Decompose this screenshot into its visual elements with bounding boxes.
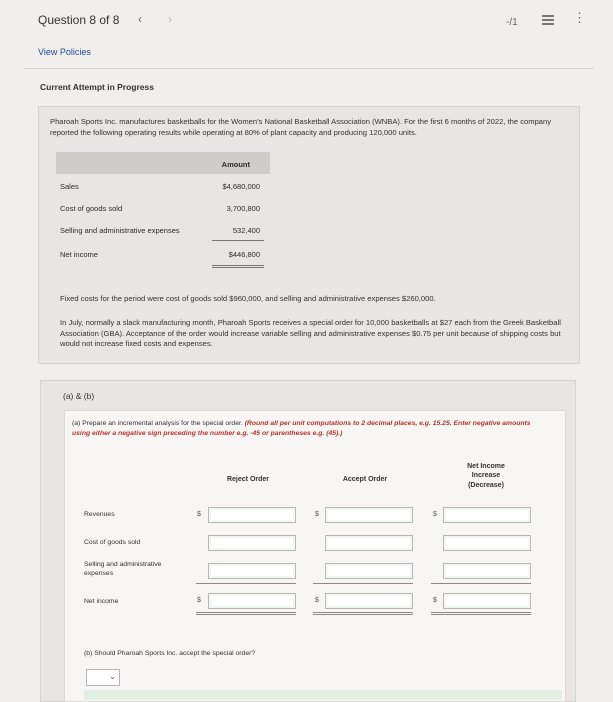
total-rule (196, 612, 296, 613)
total-double-rule (196, 614, 296, 615)
cogs-net-input[interactable] (443, 535, 531, 551)
sga-reject-input[interactable] (208, 563, 296, 579)
view-policies-link[interactable]: View Policies (38, 47, 91, 57)
row-label: Cost of goods sold (60, 204, 123, 213)
row-label: Sales (60, 182, 79, 191)
net-income-header-line3: (Decrease) (468, 481, 504, 489)
table-row-net-income (56, 244, 270, 264)
accept-order-header: Accept Order (342, 476, 388, 483)
next-section-strip (84, 690, 562, 700)
total-double-rule (431, 614, 531, 615)
total-double-rule (212, 267, 264, 268)
divider (24, 68, 594, 69)
answer-panel (64, 410, 566, 702)
total-rule (212, 265, 264, 266)
subtotal-rule (196, 583, 296, 584)
score-display: -/1 (506, 17, 518, 28)
total-rule (313, 612, 413, 613)
sga-accept-input[interactable] (325, 563, 413, 579)
net-income-header-line2: Increase (471, 472, 501, 480)
fixed-costs-text: Fixed costs for the period were cost of goods sold $960,000, and selling and administrative expenses $260,000. (60, 294, 436, 303)
table-row-sga (56, 220, 270, 240)
part-b-question: (b) Should Pharoah Sports Inc. accept the special order? (84, 650, 256, 657)
net-income-label: Net income (84, 598, 119, 605)
currency-symbol: $ (433, 511, 437, 518)
subtotal-rule (212, 240, 264, 241)
row-value: 532,400 (232, 226, 260, 235)
row-value: 3,700,800 (226, 204, 260, 213)
sga-net-input[interactable] (443, 563, 531, 579)
net-income-accept-input[interactable] (325, 593, 413, 609)
row-label: Selling and administrative expenses (60, 226, 180, 235)
revenues-reject-input[interactable] (208, 507, 296, 523)
cogs-accept-input[interactable] (325, 535, 413, 551)
revenues-label: Revenues (84, 511, 115, 518)
row-value: $4,680,000 (222, 182, 260, 191)
currency-symbol: $ (197, 511, 201, 518)
cogs-label: Cost of goods sold (84, 539, 141, 546)
total-double-rule (313, 614, 413, 615)
question-title: Question 8 of 8 (38, 13, 120, 27)
accept-order-select[interactable] (86, 669, 120, 686)
problem-intro: Pharoah Sports Inc. manufactures basketballs for the Women's National Basketball Association (WNBA). For the first 6 months of 2022, the company reported the following operating results while operating at 80% of plant capacity and producing 120,000 units. (50, 117, 552, 137)
reject-order-header: Reject Order (226, 476, 270, 483)
net-income-header-line1: Net Income (467, 463, 505, 470)
currency-symbol: $ (433, 597, 437, 604)
part-label: (a) & (b) (63, 391, 95, 401)
table-row-sales (56, 176, 270, 196)
special-order-text: In July, normally a slack manufacturing month, Pharoah Sports receives a special order for 10,000 basketballs at $27 each from the Greek Basketball Association (GBA). Acceptance of the order would increase variable selling and administrative expenses $0.75 per unit because of shipping costs but would not increase fixed costs and expenses. (60, 318, 561, 349)
row-label: Net income (60, 250, 98, 259)
currency-symbol: $ (315, 511, 319, 518)
revenues-net-input[interactable] (443, 507, 531, 523)
table-header (56, 152, 270, 174)
total-rule (431, 612, 531, 613)
attempt-status: Current Attempt in Progress (40, 82, 154, 92)
net-income-header (446, 462, 526, 490)
net-income-net-input[interactable] (443, 593, 531, 609)
amount-header: Amount (221, 160, 250, 169)
top-bar (0, 0, 613, 40)
net-income-reject-input[interactable] (208, 593, 296, 609)
part-a-instructions (72, 419, 542, 438)
sga-label: Selling and administrative expenses (84, 561, 162, 577)
next-question-icon[interactable]: › (168, 12, 172, 26)
previous-question-icon[interactable]: ‹ (138, 12, 142, 26)
more-options-icon[interactable]: ⋮ (573, 10, 586, 25)
revenues-accept-input[interactable] (325, 507, 413, 523)
instruction-note: (Round all per unit computations to 2 decimal places, e.g. 15.25. Enter negative amounts using either a negative sign preceding the number e.g. -45 or parentheses e.g. (45).) (72, 420, 531, 437)
cogs-reject-input[interactable] (208, 535, 296, 551)
currency-symbol: $ (315, 597, 319, 604)
currency-symbol: $ (197, 597, 201, 604)
question-list-icon[interactable] (542, 15, 554, 26)
subtotal-rule (313, 583, 413, 584)
instruction-text: (a) Prepare an incremental analysis for the special order. (72, 420, 245, 427)
table-row-cogs (56, 198, 270, 218)
chevron-down-icon: ⌄ (109, 672, 116, 681)
row-value: $446,800 (228, 250, 260, 259)
subtotal-rule (431, 583, 531, 584)
